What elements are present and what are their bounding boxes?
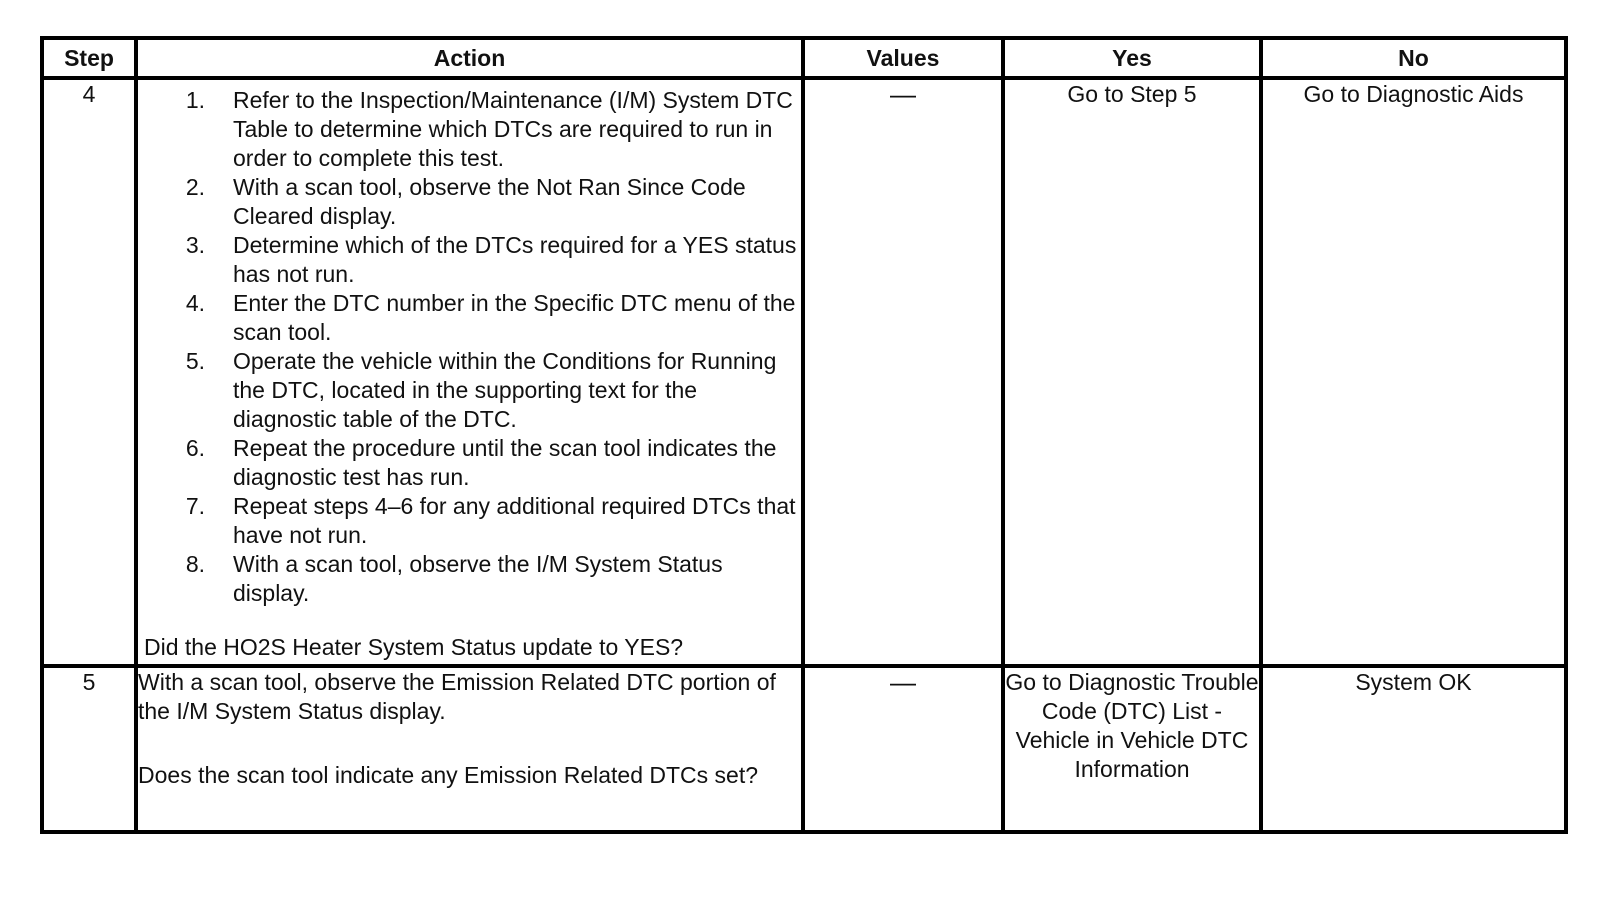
table-row-step-5: [42, 666, 1566, 832]
action-step-number: 7.: [185, 493, 205, 519]
yes-cell: Go to Diagnostic Trouble Code (DTC) List - Vehicle in Vehicle DTC Information: [1003, 666, 1261, 832]
action-step: [138, 173, 801, 231]
action-question: Does the scan tool indicate any Emission Related DTCs set?: [138, 762, 759, 788]
action-step: [138, 347, 801, 434]
action-step-number: 4.: [185, 290, 205, 316]
action-step-text: With a scan tool, observe the Not Ran Since Code Cleared display.: [233, 174, 746, 229]
action-step: [138, 231, 801, 289]
step-number: 4: [42, 78, 136, 666]
action-step-text: Refer to the Inspection/Maintenance (I/M) System DTC Table to determine which DTCs are required to run in order to complete this test.: [233, 87, 793, 171]
header-row: [42, 38, 1566, 78]
step-number: 5: [42, 666, 136, 832]
action-step-number: 6.: [185, 435, 205, 461]
action-step: [138, 289, 801, 347]
action-step-text: Determine which of the DTCs required for a YES status has not run.: [233, 232, 797, 287]
action-question: Did the HO2S Heater System Status update to YES?: [144, 634, 684, 660]
action-step: [138, 86, 801, 173]
action-step: [138, 550, 801, 608]
action-step-number: 8.: [185, 551, 205, 577]
no-cell: Go to Diagnostic Aids: [1261, 78, 1566, 666]
action-step-text: Repeat the procedure until the scan tool indicates the diagnostic test has run.: [233, 435, 777, 490]
table-row-step-4: [42, 78, 1566, 666]
action-step-number: 1.: [185, 87, 205, 113]
action-step: [138, 492, 801, 550]
action-step-text: Repeat steps 4–6 for any additional required DTCs that have not run.: [233, 493, 796, 548]
action-text: With a scan tool, observe the Emission Related DTC portion of the I/M System Status display.: [138, 669, 776, 724]
action-cell: [136, 666, 803, 832]
action-steps-list: [138, 86, 801, 608]
header-yes: Yes: [1003, 38, 1261, 78]
action-step-number: 5.: [185, 348, 205, 374]
values-cell: —: [803, 78, 1003, 666]
header-action: Action: [136, 38, 803, 78]
action-step-number: 2.: [185, 174, 205, 200]
diagnostic-table: [40, 36, 1568, 834]
action-step-text: Operate the vehicle within the Conditions for Running the DTC, located in the supporting text for the diagnostic table of the DTC.: [233, 348, 777, 432]
action-cell: [136, 78, 803, 666]
header-values: Values: [803, 38, 1003, 78]
yes-cell: Go to Step 5: [1003, 78, 1261, 666]
action-step: [138, 434, 801, 492]
action-step-text: With a scan tool, observe the I/M System Status display.: [233, 551, 723, 606]
action-step-number: 3.: [185, 232, 205, 258]
action-step-text: Enter the DTC number in the Specific DTC menu of the scan tool.: [233, 290, 796, 345]
header-no: No: [1261, 38, 1566, 78]
header-step: Step: [42, 38, 136, 78]
values-cell: —: [803, 666, 1003, 832]
no-cell: System OK: [1261, 666, 1566, 832]
